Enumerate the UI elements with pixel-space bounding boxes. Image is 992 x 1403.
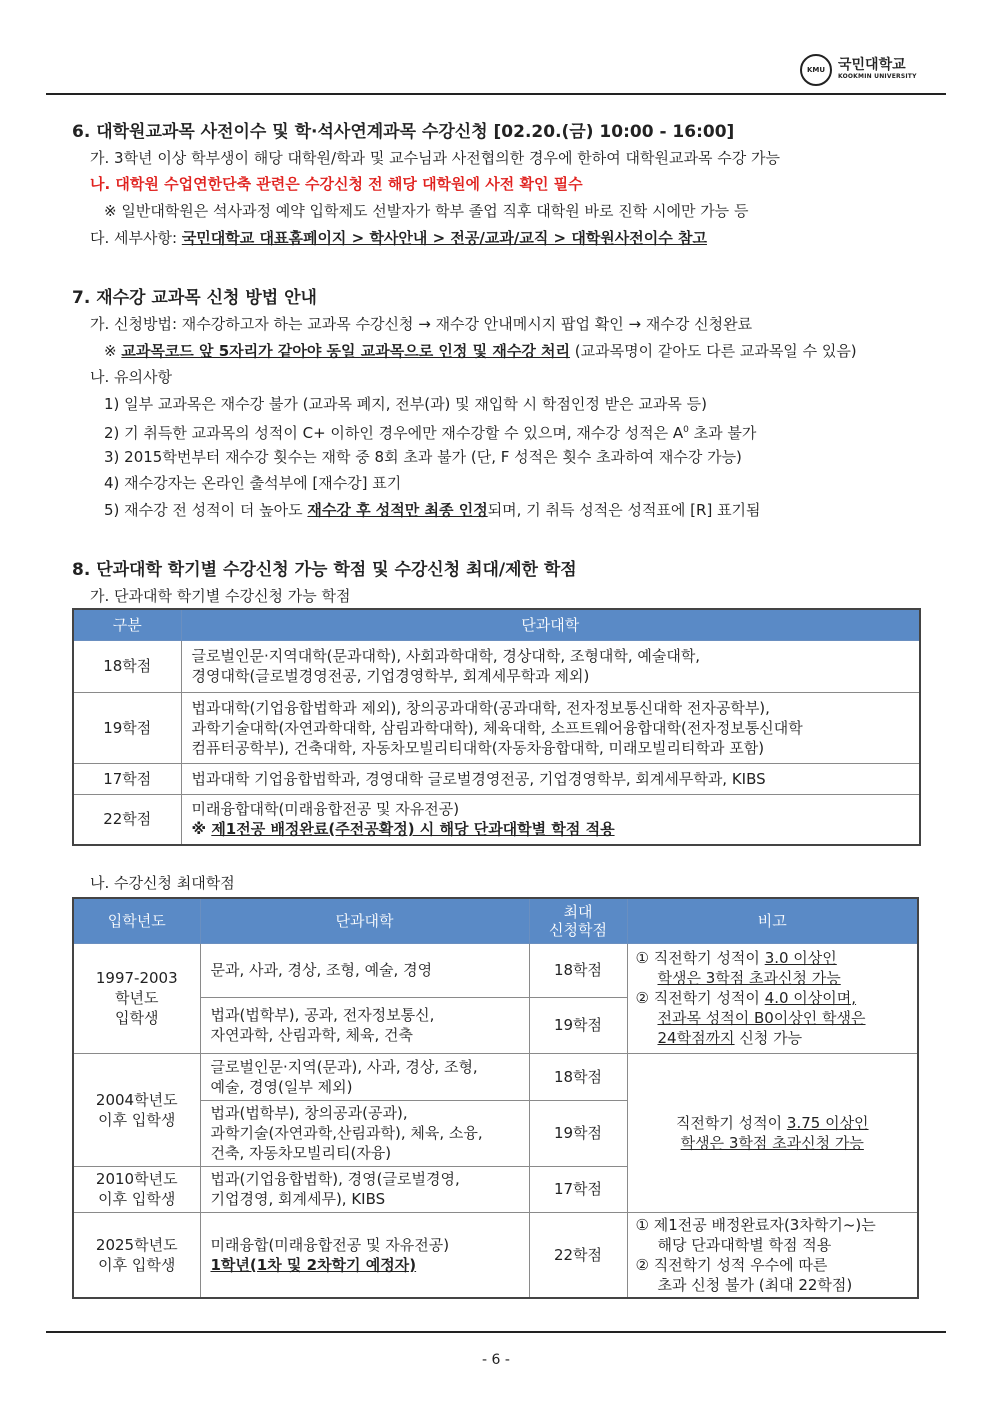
college-cell [200, 1166, 529, 1212]
logo-emblem: KMU [800, 54, 832, 86]
section6-da-link: 국민대학교 대표홈페이지 > 학사안내 > 전공/교과/교직 > 대학원사전이수 참고 [181, 229, 707, 247]
college-note-line [192, 819, 919, 839]
college-line: 법과(법학부), 창의공과(공과), [210, 1104, 408, 1122]
college-line: 미래융합(미래융합전공 및 자유전공) [210, 1235, 450, 1254]
table-row [73, 763, 920, 794]
note-cell [627, 1212, 918, 1298]
section6-na-prefix: 나. [90, 175, 116, 193]
credit-cell: 17학점 [529, 1166, 627, 1212]
credit-table-header-category: 구분 [73, 609, 181, 640]
section7-note-prefix: ※ [104, 342, 122, 360]
table-row [73, 640, 920, 692]
max-credit-table-header [73, 898, 918, 943]
note-line: 해당 단과대학별 학점 적용 [657, 1235, 832, 1254]
college-line: 컴퓨터공학부), 건축대학, 자동차모빌리티대학(자동차융합대학, 미래모빌리티학과 포함) [191, 738, 765, 757]
college-cell [181, 794, 920, 845]
section7-item1: 1) 일부 교과목은 재수강 불가 (교과목 폐지, 전부(과) 및 재입학 시 학점인정 받은 교과목 등) [104, 395, 707, 413]
year-cell [73, 1053, 200, 1166]
section6-ga: 가. 3학년 이상 학부생이 해당 대학원/학과 및 교수님과 사전협의한 경우에 한하여 대학원교과목 수강 가능 [90, 149, 780, 167]
section6-na [90, 174, 583, 194]
credit-cell: 19학점 [529, 1100, 627, 1166]
note-line: ① 직전학기 성적이 3.0 이상인 [635, 949, 837, 967]
college-cell [181, 692, 920, 763]
section7-na: 나. 유의사항 [90, 368, 172, 386]
college-line: 기업경영, 회계세무), KIBS [210, 1190, 386, 1208]
page-number: - 6 - [482, 1352, 510, 1368]
section6-da [90, 228, 707, 248]
year-line: 이후 입학생 [98, 1255, 176, 1274]
college-line: 과학기술대학(자연과학대학, 삼림과학대학), 체육대학, 소프트웨어융합대학(전자정보통신대학 [191, 718, 803, 737]
section7-note [104, 341, 857, 361]
note-mark: ※ [191, 820, 212, 839]
year-line: 학년도 [115, 989, 159, 1007]
section7-note-suffix: (교과목명이 같아도 다른 교과목일 수 있음) [570, 342, 857, 360]
section6-na-red-text: 대학원 수업연한단축 관련은 수강신청 전 해당 대학원에 사전 확인 필수 [115, 175, 583, 193]
credit-cell: 22학점 [529, 1212, 627, 1298]
logo-english-name: KOOKMIN UNIVERSITY [838, 73, 917, 80]
note-line: 24학점까지 신청 가능 [657, 1029, 803, 1047]
college-cell: 법과대학 기업융합법학과, 경영대학 글로벌경영전공, 기업경영학부, 회계세무학과, KIBS [181, 763, 920, 794]
credit-cell: 17학점 [73, 763, 181, 794]
university-logo [800, 52, 925, 86]
section7-item5-prefix: 5) 재수강 전 성적이 더 높아도 [104, 501, 308, 519]
college-line: 과학기술(자연과학,산림과학), 체육, 소융, [210, 1124, 483, 1142]
college-line: 법과대학(기업융합법학과 제외), 창의공과대학(공과대학, 전자정보통신대학 전자공학부), [191, 698, 770, 717]
credit-cell: 19학점 [73, 692, 181, 763]
note-cell [627, 943, 918, 1053]
college-cell [181, 640, 920, 692]
year-cell [73, 1212, 200, 1298]
section6-note: ※ 일반대학원은 석사과정 예약 입학제도 선발자가 학부 졸업 직후 대학원 바로 진학 시에만 가능 등 [104, 202, 749, 220]
footer-divider [46, 1331, 946, 1333]
note-cell [627, 1053, 918, 1212]
college-cell [200, 1212, 529, 1298]
header-year: 입학년도 [73, 898, 200, 943]
section7-item4: 4) 재수강자는 온라인 출석부에 [재수강] 표기 [104, 474, 402, 492]
year-line: 이후 입학생 [98, 1110, 176, 1129]
credit-cell: 19학점 [529, 997, 627, 1053]
credit-cell: 18학점 [529, 943, 627, 997]
college-line: 경영대학(글로벌경영전공, 기업경영학부, 회계세무학과 제외) [191, 667, 590, 685]
credit-cell: 18학점 [529, 1053, 627, 1100]
college-cell [200, 1053, 529, 1100]
credit-cell: 18학점 [73, 640, 181, 692]
section7-item2-tail: 초과 불가 [688, 424, 757, 442]
section7-title: 7. 재수강 교과목 신청 방법 안내 [72, 288, 317, 308]
section7-item2-main: 2) 기 취득한 교과목의 성적이 C+ 이하인 경우에만 재수강할 수 있으며, 재수강 성적은 A [104, 424, 684, 442]
section7-item3: 3) 2015학번부터 재수강 횟수는 재학 중 8회 초과 불가 (단, F 성적은 횟수 초과하여 재수강 가능) [104, 448, 742, 466]
header-divider [46, 93, 946, 95]
note-line: 학생은 3학점 초과신청 가능 [680, 1133, 864, 1152]
note-line: 전과목 성적이 B0이상인 학생은 [657, 1009, 866, 1027]
section8-na: 나. 수강신청 최대학점 [90, 874, 235, 892]
table-row [73, 692, 920, 763]
table-row [73, 1053, 918, 1100]
college-line: 글로벌인문·지역대학(문과대학), 사회과학대학, 경상대학, 조형대학, 예술대학, [191, 647, 701, 665]
table-row [73, 943, 918, 997]
college-cell [200, 997, 529, 1053]
college-line: 예술, 경영(일부 제외) [210, 1077, 353, 1096]
college-line: 자연과학, 산림과학, 체육, 건축 [210, 1026, 413, 1044]
section6-da-prefix: 다. 세부사항: [90, 229, 182, 247]
note-line: ① 제1전공 배정완료자(3차학기~)는 [635, 1215, 876, 1234]
header-note: 비고 [627, 898, 918, 943]
note-line: 학생은 3학점 초과신청 가능 [657, 969, 841, 987]
note-text: 제1전공 배정완료(주전공확정) 시 해당 단과대학별 학점 적용 [211, 820, 615, 839]
college-cell [200, 1100, 529, 1166]
note-line: 직전학기 성적이 3.75 이상인 [675, 1113, 869, 1132]
year-cell [73, 943, 200, 1053]
year-line: 2004학년도 [95, 1090, 178, 1109]
college-line: 건축, 자동차모빌리티(자융) [210, 1144, 392, 1162]
section7-item5-bold: 재수강 후 성적만 최종 인정 [307, 501, 488, 519]
college-line: 법과(법학부), 공과, 전자정보통신, [210, 1006, 435, 1024]
logo-korean-name: 국민대학교 [838, 57, 906, 73]
header-max-line: 최대 [563, 902, 593, 921]
credit-table [72, 608, 921, 846]
section6-title: 6. 대학원교과목 사전이수 및 학·석사연계과목 수강신청 [02.20.(금) 10:00 - 16:00] [72, 122, 735, 142]
college-line: 1학년(1차 및 2차학기 예정자) [210, 1255, 417, 1274]
year-cell [73, 1166, 200, 1212]
year-line: 2025학년도 [95, 1235, 178, 1254]
table-row [73, 794, 920, 845]
max-credit-table [72, 897, 919, 1299]
college-cell: 문과, 사과, 경상, 조형, 예술, 경영 [200, 943, 529, 997]
year-line: 이후 입학생 [98, 1190, 176, 1208]
year-line: 입학생 [115, 1009, 159, 1027]
note-line: ② 직전학기 성적 우수에 따른 [635, 1255, 828, 1274]
header-max-credit [529, 898, 627, 943]
section7-ga: 가. 신청방법: 재수강하고자 하는 교과목 수강신청 → 재수강 안내메시지 팝업 확인 → 재수강 신청완료 [90, 315, 753, 333]
section7-note-bold: 교과목코드 앞 5자리가 같아야 동일 교과목으로 인정 및 재수강 처리 [121, 342, 571, 360]
college-line: 글로벌인문·지역(문과), 사과, 경상, 조형, [210, 1057, 478, 1076]
section8-title: 8. 단과대학 학기별 수강신청 가능 학점 및 수강신청 최대/제한 학점 [72, 560, 577, 580]
college-line: 미래융합대학(미래융합전공 및 자유전공) [191, 800, 460, 819]
section8-ga: 가. 단과대학 학기별 수강신청 가능 학점 [90, 587, 351, 605]
section7-item5-suffix: 되며, 기 취득 성적은 성적표에 [R] 표기됨 [487, 501, 761, 519]
year-line: 1997-2003 [95, 969, 178, 987]
credit-table-header [73, 609, 920, 640]
credit-table-header-college: 단과대학 [181, 609, 920, 640]
year-line: 2010학년도 [95, 1170, 178, 1188]
table-row [73, 1212, 918, 1298]
section7-item5 [104, 500, 761, 520]
college-line: 법과(기업융합법학), 경영(글로벌경영, [210, 1170, 460, 1188]
note-line: ② 직전학기 성적이 4.0 이상이며, [635, 989, 857, 1007]
note-line: 초과 신청 불가 (최대 22학점) [657, 1275, 853, 1294]
section7-item2 [104, 420, 756, 443]
header-max-line: 신청학점 [549, 920, 607, 939]
section7-item2-sup: 0 [683, 425, 689, 435]
header-college: 단과대학 [200, 898, 529, 943]
credit-cell: 22학점 [73, 794, 181, 845]
